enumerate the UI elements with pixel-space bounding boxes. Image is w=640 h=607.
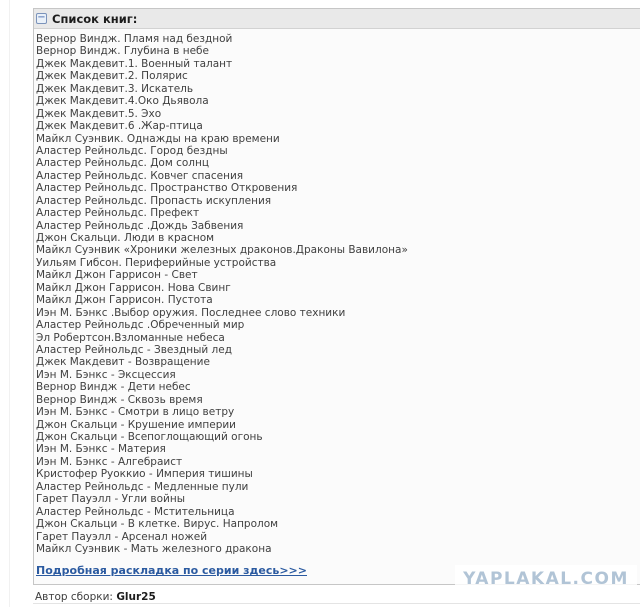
book-list-item: Уильям Гибсон. Периферийные устройства	[36, 256, 277, 269]
book-list-item: Аластер Рейнольдс. Ковчег спасения	[36, 169, 244, 182]
book-list-item: Майкл Суэнвик «Хроники железных драконов.Драконы Вавилона»	[36, 244, 408, 257]
book-list-item: Аластер Рейнольдс .Дождь Забвения	[36, 219, 244, 232]
book-list-item: Майкл Джон Гаррисон. Пустота	[36, 294, 213, 307]
book-list-item: Аластер Рейнольдс .Обреченный мир	[36, 319, 245, 332]
book-list-item: Вернор Виндж. Глубина в небе	[36, 45, 209, 58]
book-list-item: Джек Макдевит.2. Полярис	[36, 70, 188, 83]
book-list-item: Вернор Виндж - Дети небес	[36, 381, 191, 394]
series-details-link[interactable]: Подробная раскладка по серии здесь>>>	[36, 564, 307, 578]
book-list-item: Майкл Джон Гаррисон. Нова Свинг	[36, 281, 231, 294]
page-column-divider	[9, 0, 10, 607]
book-list-spoiler-box	[33, 8, 640, 585]
book-list-item: Иэн М. Бэнкс .Выбор оружия. Последнее слово техники	[36, 306, 346, 319]
book-list-item: Гарет Пауэлл - Арсенал ножей	[36, 530, 208, 543]
book-list-item: Джек Макдевит.3. Искатель	[36, 82, 194, 95]
book-list-item: Майкл Суэнвик - Мать железного дракона	[36, 542, 272, 555]
book-list-item: Кристофер Руоккио - Империя тишины	[36, 468, 253, 481]
book-list-item: Аластер Рейнольдс. Пространство Откровения	[36, 182, 298, 195]
book-list-item: Иэн М. Бэнкс - Смотри в лицо ветру	[36, 406, 235, 419]
book-list	[36, 33, 640, 555]
book-list-item: Иэн М. Бэнкс - Эксцессия	[36, 368, 176, 381]
book-list-item: Эл Робертсон.Взломанные небеса	[36, 331, 225, 344]
spoiler-body	[34, 29, 640, 578]
author-name: Glur25	[116, 591, 156, 603]
yaplakal-watermark: YAPLAKAL.COM	[455, 565, 637, 592]
book-list-item: Джек Макдевит.4.Око Дьявола	[36, 95, 209, 108]
book-list-item: Джон Скальци - Крушение империи	[36, 418, 237, 431]
collapse-minus-icon[interactable]: −	[37, 13, 46, 23]
book-list-item: Аластер Рейнольдс. Префект	[36, 207, 200, 220]
book-list-item: Аластер Рейнольдс - Медленные пули	[36, 480, 249, 493]
book-list-item: Вернор Виндж. Пламя над бездной	[36, 33, 233, 45]
book-list-item: Джек Макдевит - Возвращение	[36, 356, 210, 369]
book-list-item: Джон Скальци - В клетке. Вирус. Напролом	[36, 518, 279, 531]
book-list-item: Вернор Виндж - Сквозь время	[36, 393, 203, 406]
book-list-item: Джек Макдевит.1. Военный талант	[36, 57, 233, 70]
book-list-item: Аластер Рейнольдс. Город бездны	[36, 144, 228, 157]
book-list-item: Аластер Рейнольдс - Звездный лед	[36, 343, 232, 356]
spoiler-header[interactable]	[34, 9, 640, 29]
book-list-item: Джон Скальци - Всепоглощающий огонь	[36, 431, 263, 443]
book-list-item: Майкл Джон Гаррисон - Свет	[36, 269, 198, 282]
book-list-item: Майкл Суэнвик. Однажды на краю времени	[36, 132, 280, 145]
book-list-item: Джек Макдевит.6 .Жар-птица	[36, 120, 203, 133]
author-label: Автор сборки:	[35, 591, 113, 603]
book-list-item: Аластер Рейнольдс. Пропасть искупления	[36, 194, 272, 207]
book-list-item: Джек Макдевит.5. Эхо	[36, 107, 162, 120]
spoiler-title: Список книг:	[52, 11, 138, 26]
post-bottom-divider	[33, 603, 640, 604]
forum-post-content	[33, 8, 640, 603]
book-list-item: Иэн М. Бэнкс - Материя	[36, 443, 166, 456]
book-list-item: Аластер Рейнольдс - Мстительница	[36, 505, 235, 518]
book-list-item: Джон Скальци. Люди в красном	[36, 232, 215, 244]
book-list-item: Гарет Пауэлл - Угли войны	[36, 493, 185, 506]
book-list-item: Иэн М. Бэнкс - Алгебраист	[36, 455, 183, 468]
book-list-item: Аластер Рейнольдс. Дом солнц	[36, 157, 209, 170]
author-line	[33, 591, 640, 603]
